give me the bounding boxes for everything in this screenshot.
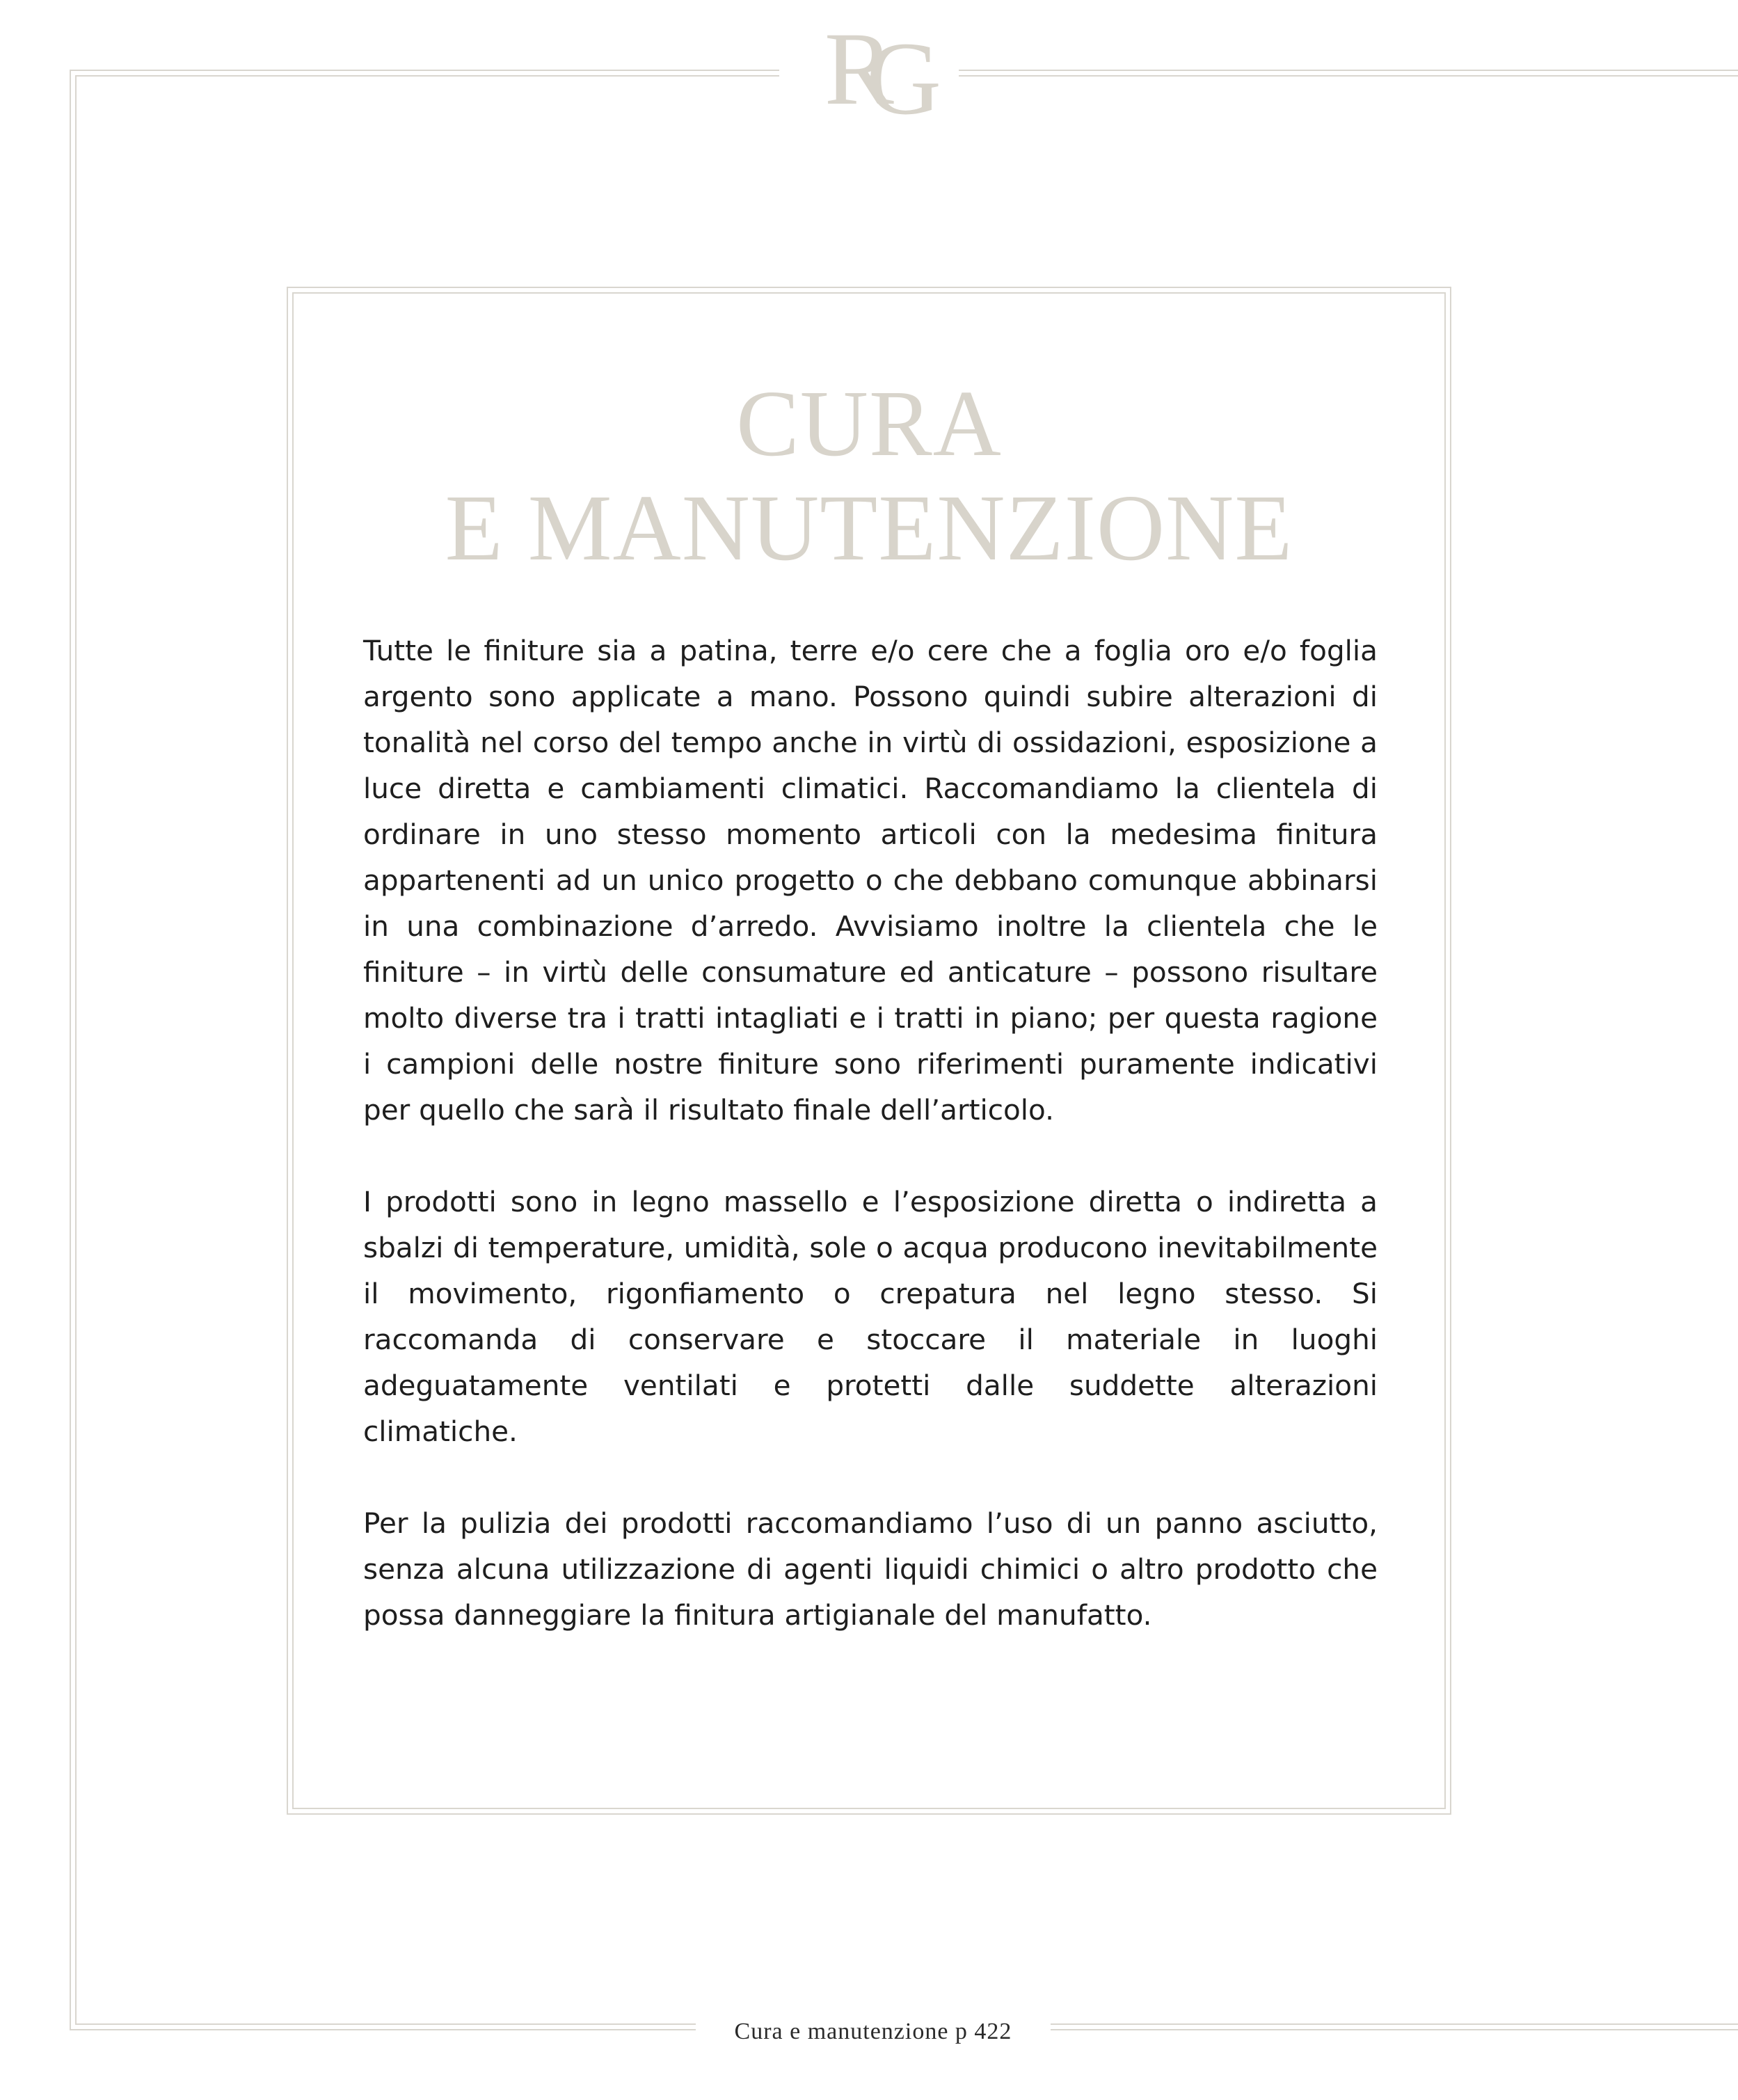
title-line-1: CURA (736, 372, 1002, 476)
body-text (363, 628, 1378, 1684)
monogram-logo: RG (824, 11, 914, 136)
title-line-2: E MANUTENZIONE (445, 476, 1293, 580)
page-footer (696, 2007, 1051, 2056)
paragraph-cleaning: Per la pulizia dei prodotti raccomandiamo l’uso di un panno asciutto, senza alcuna utilizzazione di agenti liquidi chimici o altro prodotto che possa danneggiare la finitura artigianale del manufatto. (363, 1506, 1378, 1632)
footer-caption: Cura e manutenzione p 422 (734, 2019, 1012, 2044)
paragraph-solid-wood: I prodotti sono in legno massello e l’esposizione diretta o indiretta a sbalzi di temperature, umidità, sole o acqua producono inevitabilmente il movimento, rigonfiamento o crepatura nel legno stesso. Si raccomanda di conservare e stoccare il materiale in luoghi adeguatamente ventilati e protetti dalle suddette alterazioni climatiche. (363, 1185, 1378, 1448)
paragraph-finishes: Tutte le finiture sia a patina, terre e/o cere che a foglia oro e/o foglia argento sono applicate a mano. Possono quindi subire alterazioni di tonalità nel corso del tempo anche in virtù di ossidazioni, esposizione a luce diretta e cambiamenti climatici. Raccomandiamo la clientela di ordinare in uno stesso momento articoli con la medesima finitura appartenenti ad un unico progetto o che debbano comunque abbinarsi in una combinazione d’arredo. Avvisiamo inoltre la clientela che le finiture – in virtù delle consumature ed anticature – possono risultare molto diverse tra i tratti intagliati e i tratti in piano; per questa ragione i campioni delle nostre finiture sono riferimenti puramente indicativi per quello che sarà il risultato finale dell’articolo. (363, 634, 1378, 1127)
page-title (288, 372, 1450, 580)
brand-monogram (779, 11, 959, 136)
content-panel (287, 287, 1451, 1815)
